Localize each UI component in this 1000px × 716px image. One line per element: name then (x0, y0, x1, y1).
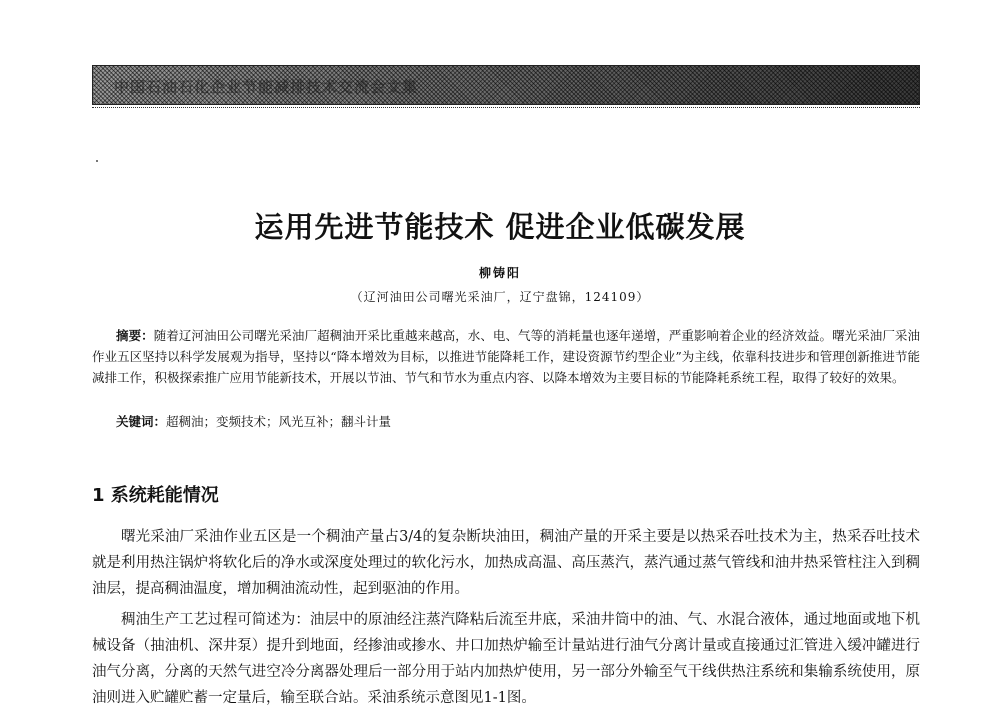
header-rule (92, 107, 920, 108)
body-paragraph-1: 曙光采油厂采油作业五区是一个稠油产量占3/4的复杂断块油田，稠油产量的开采主要是以热采吞吐技术为主，热采吞吐技术就是利用热注锅炉将软化后的净水或深度处理过的软化污水，加热成高温、高压蒸汽，蒸汽通过蒸气管线和油井热采管柱注入到稠油层，提高稠油温度，增加稠油流动性，起到驱油的作用。 (92, 529, 920, 597)
scan-speck (96, 160, 98, 162)
keywords-text: 超稠油；变频技术；风光互补；翻斗计量 (166, 414, 392, 429)
keywords (92, 411, 920, 432)
abstract-label: 摘要： (116, 328, 154, 343)
section-body (92, 524, 920, 716)
paper-affiliation: （辽河油田公司曙光采油厂，辽宁盘锦，124109） (350, 290, 650, 304)
abstract-paragraph (92, 325, 920, 388)
keywords-label: 关键词： (116, 414, 167, 429)
journal-banner (92, 65, 920, 105)
body-paragraph-2: 稠油生产工艺过程可简述为：油层中的原油经注蒸汽降粘后流至井底，采油井筒中的油、气、水混合液体，通过地面或地下机械设备（抽油机、深井泵）提升到地面，经掺油或掺水、井口加热炉输至计量站进行油气分离计量或直接通过汇管进入缓冲罐进行油气分离，分离的天然气进空冷分离器处理后一部分用于站内加热炉使用，另一部分外输至气干线供热注系统和集输系统使用，原油则进入贮罐贮蓄一定量后，输至联合站。采油系统示意图见1-1图。 (92, 612, 920, 706)
paper-author: 柳铸阳 (478, 266, 521, 280)
abstract (92, 325, 920, 388)
abstract-text: 随着辽河油田公司曙光采油厂超稠油开采比重越来越高，水、电、气等的消耗量也逐年递增，严重影响着企业的经济效益。曙光采油厂采油作业五区坚持以科学发展观为指导，坚持以“降本增效为目标，以推进节能降耗工作，建设资源节约型企业”为主线，依靠科技进步和管理创新推进节能减排工作，积极探索推广应用节能新技术，开展以节油、节气和节水为重点内容、以降本增效为主要目标的节能降耗系统工程，取得了较好的效果。 (92, 328, 920, 385)
banner-text: 中国石油石化企业节能减排技术交流会文集 (114, 78, 419, 96)
paper-title: 运用先进节能技术 促进企业低碳发展 (254, 210, 746, 244)
section-heading: 1 系统耗能情况 (92, 485, 219, 506)
